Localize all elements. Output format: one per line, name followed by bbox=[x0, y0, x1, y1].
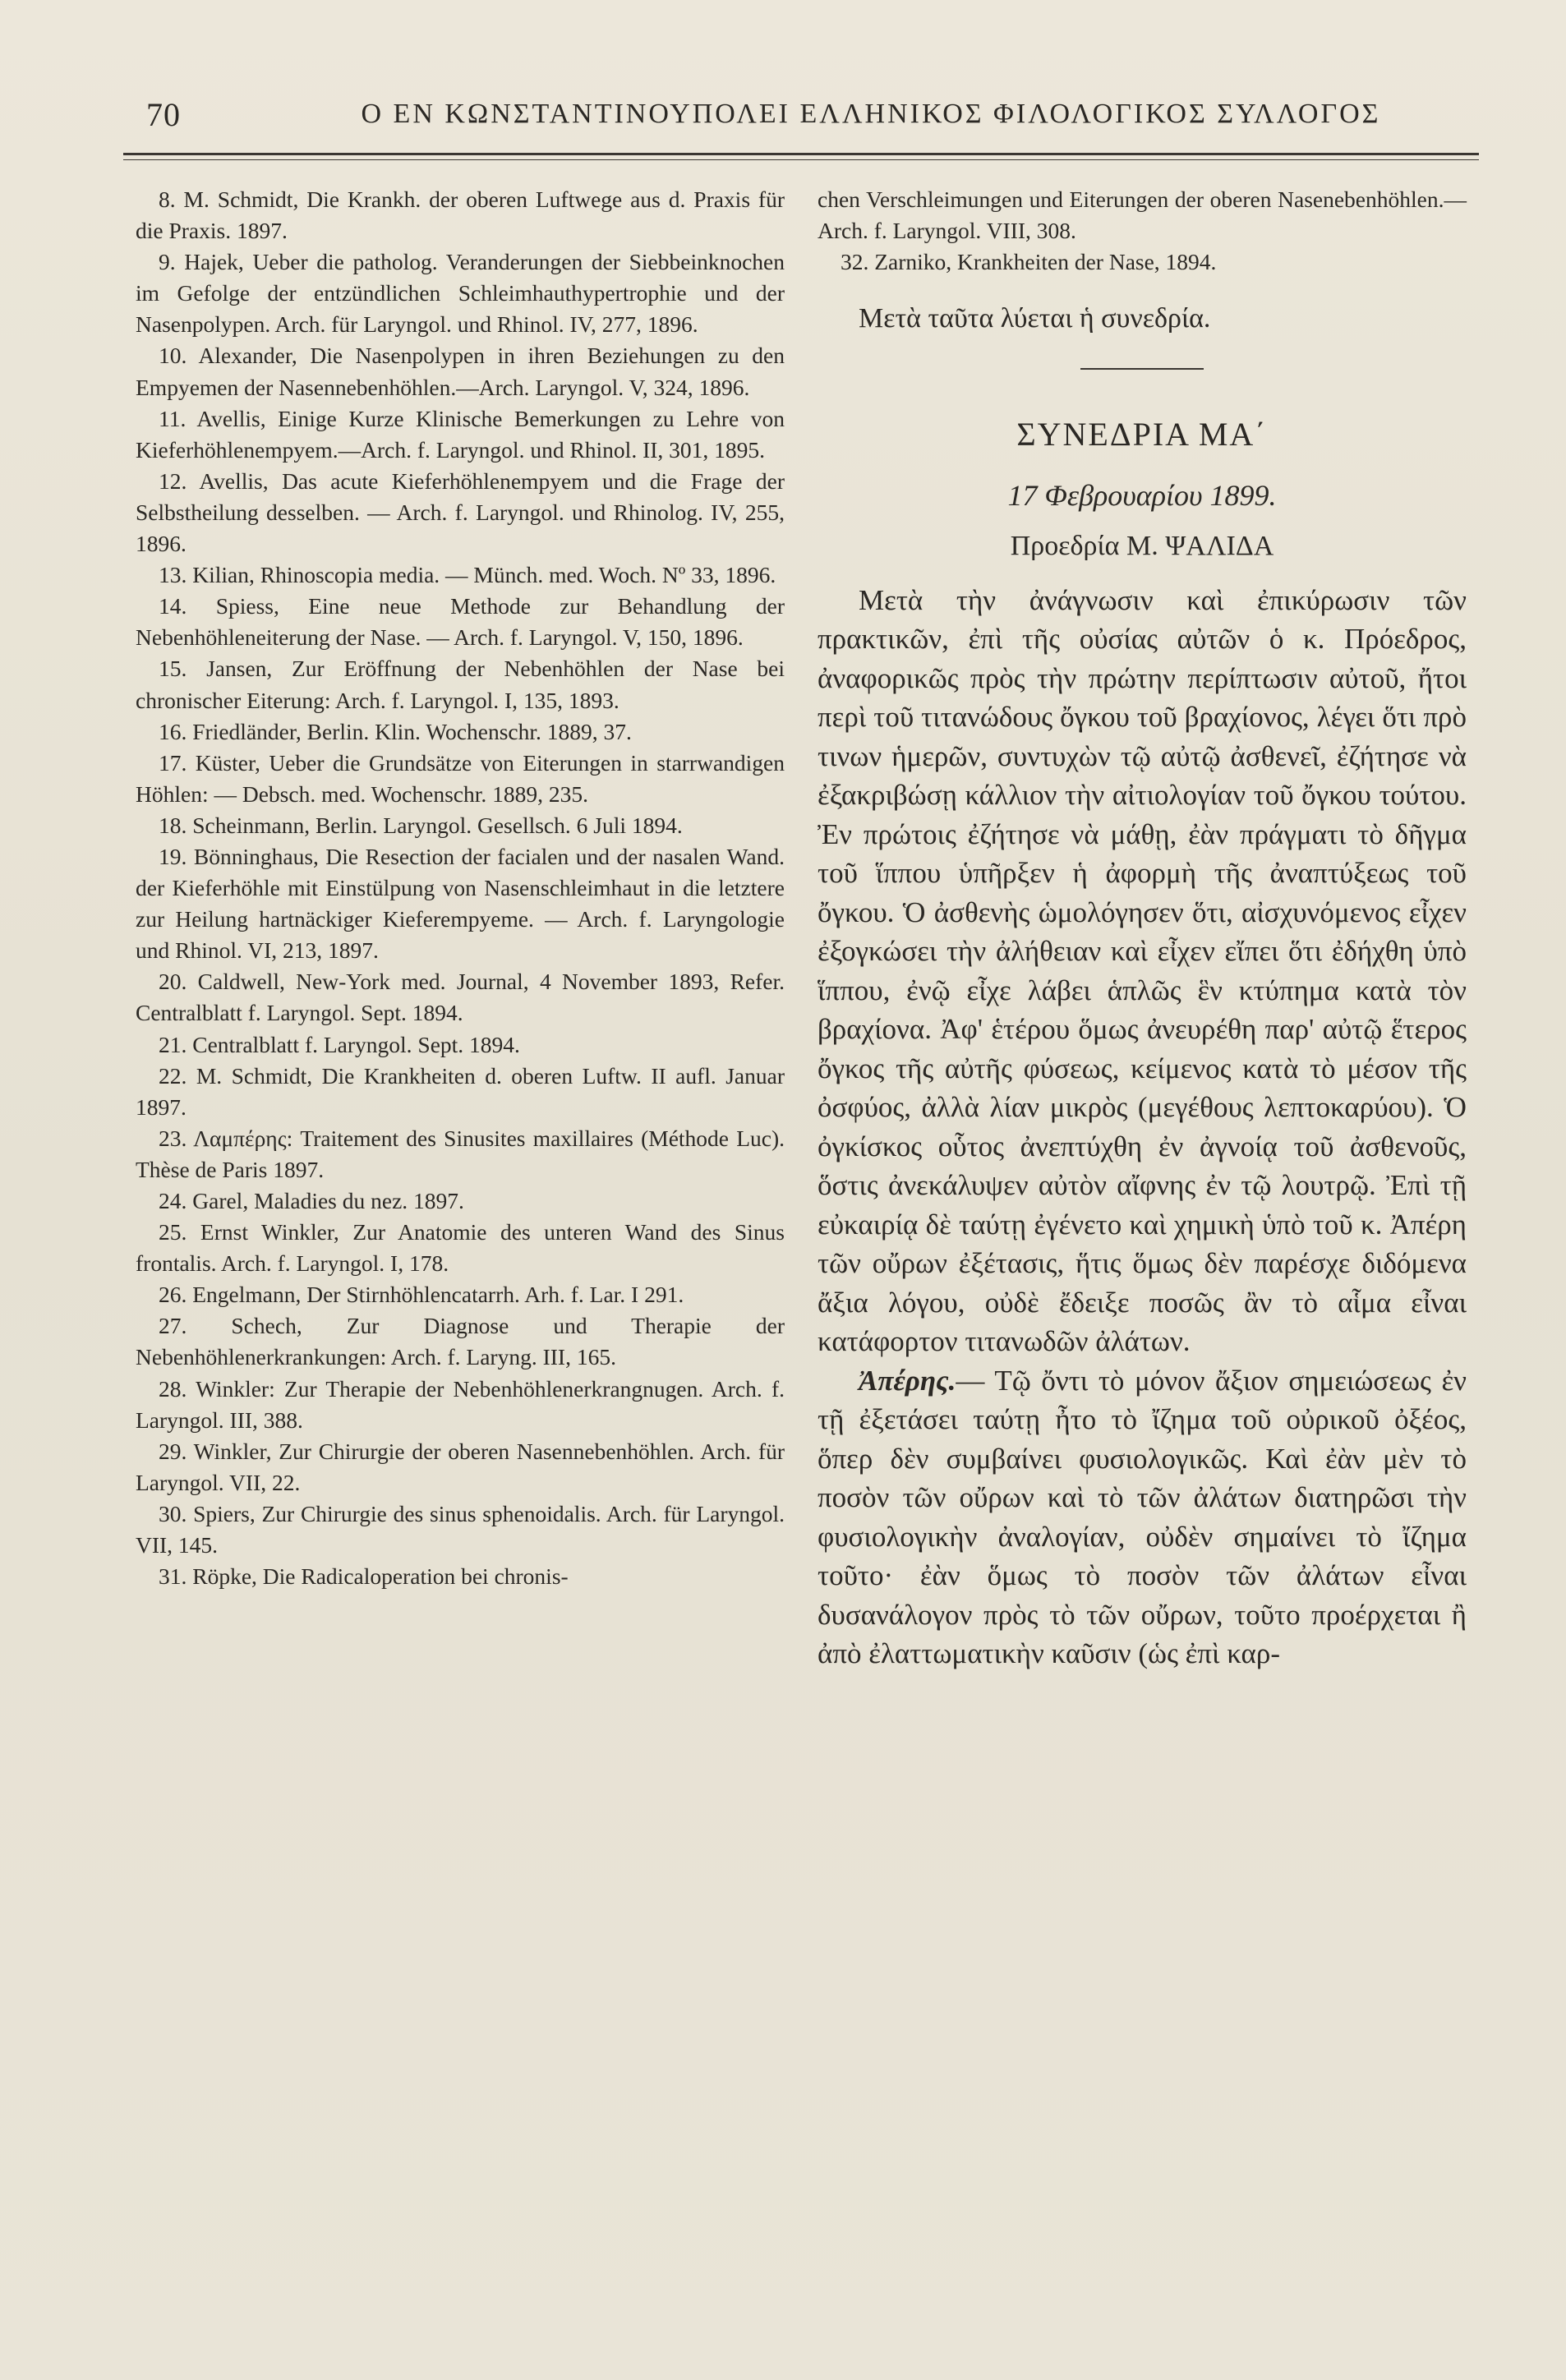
reference-item: 30. Spiers, Zur Chirurgie des sinus sphenoidalis. Arch. für Laryngol. VII, 145. bbox=[136, 1500, 785, 1558]
reference-item: 12. Avellis, Das acute Kieferhöhlenempyem und die Frage der Selbstheilung desselben. — Arch. f. Laryngol. und Rhinolog. IV, 255, 1896. bbox=[136, 467, 785, 557]
speaker-text: — Τῷ ὄντι τὸ μόνον ἄξιον σημειώσεως ἐν τῇ ἐξετάσει ταύτῃ ἦτο τὸ ἴζημα τοῦ οὐρικοῦ ὀξέος, ὅπερ δὲν συμβαίνει φυσιολογικῶς. Καὶ ἐὰν μὲν τὸ ποσὸν τῶν οὔρων καὶ τὸ τῶν ἀλάτων διατηρῶσι τὴν φυσιολογικὴν ἀναλογίαν, οὐδὲν σημαίνει τὸ ἴζημα τοῦτο· ἐὰν ὅμως τὸ ποσὸν τῶν ἀλάτων εἶναι δυσανάλογον πρὸς τὸ τῶν οὔρων, τοῦτο προέρχεται ἢ ἀπὸ ἐλαττωματικὴν καῦσιν (ὡς ἐπὶ καρ- bbox=[818, 1364, 1467, 1670]
session-date: 17 Φεβρουαρίου 1899. bbox=[1007, 479, 1277, 513]
reference-item: 22. M. Schmidt, Die Krankheiten d. oberen Luftw. II aufl. Januar 1897. bbox=[136, 1062, 785, 1120]
reference-item: 25. Ernst Winkler, Zur Anatomie des unteren Wand des Sinus frontalis. Arch. f. Laryngol. I, 178. bbox=[136, 1219, 785, 1277]
page-number: 70 bbox=[146, 96, 181, 133]
reference-item: 27. Schech, Zur Diagnose und Therapie der Nebenhöhlenerkrankungen: Arch. f. Laryng. III, 165. bbox=[136, 1313, 785, 1370]
reference-item: 17. Küster, Ueber die Grundsätze von Eiterungen in starrwandigen Höhlen: — Debsch. med. Wochenschr. 1889, 235. bbox=[136, 749, 785, 807]
right-column bbox=[818, 184, 1467, 1673]
reference-item: 28. Winkler: Zur Therapie der Nebenhöhlenerkrangnugen. Arch. f. Laryngol. III, 388. bbox=[136, 1375, 785, 1433]
reference-item: 31. Röpke, Die Radicaloperation bei chronis- bbox=[159, 1563, 569, 1590]
reference-item: 19. Bönninghaus, Die Resection der facialen und der nasalen Wand. der Kieferhöhle mit Einstülpung von Nasenschleimhaut in die letztere zur Heilung hartnäckiger Kieferempyeme. — Arch. f. Laryngologie und Rhinol. VI, 213, 1897. bbox=[136, 843, 785, 964]
reference-item: 32. Zarniko, Krankheiten der Nase, 1894. bbox=[841, 249, 1217, 275]
reference-item: 18. Scheinmann, Berlin. Laryngol. Gesellsch. 6 Juli 1894. bbox=[159, 812, 683, 838]
reference-item: 23. Λαμπέρης: Traitement des Sinusites maxillaires (Méthode Luc). Thèse de Paris 1897. bbox=[136, 1125, 785, 1182]
running-head: Ο ΕΝ ΚΩΝΣΤΑΝΤΙΝΟΥΠΟΛΕΙ ΕΛΛΗΝΙΚΟΣ ΦΙΛΟΛΟΓΙΚΟΣ ΣΥΛΛΟΓΟΣ bbox=[361, 99, 1381, 129]
closing-sentence: Μετὰ ταῦτα λύεται ἡ συνεδρία. bbox=[859, 303, 1211, 334]
reference-item: 8. M. Schmidt, Die Krankh. der oberen Luftwege aus d. Praxis für die Praxis. 1897. bbox=[136, 186, 785, 244]
reference-item: 13. Kilian, Rhinoscopia media. — Münch. med. Woch. Nº 33, 1896. bbox=[159, 562, 776, 588]
minutes-paragraph-speaker bbox=[818, 1361, 1467, 1673]
reference-item: 9. Hajek, Ueber die patholog. Veranderungen der Siebbeinknochen im Gefolge der entzündlichen Schleimhauthypertrophie und der Nasenpolypen. Arch. für Laryngol. und Rhinol. IV, 277, 1896. bbox=[136, 249, 785, 338]
reference-item: 11. Avellis, Einige Kurze Klinische Bemerkungen zu Lehre von Kieferhöhlenempyem.—Arch. f. Laryngol. und Rhinol. II, 301, 1895. bbox=[136, 405, 785, 463]
session-chair: Προεδρία Μ. ΨΑΛΙΔΑ bbox=[1010, 531, 1274, 562]
header-rule-thick bbox=[123, 153, 1479, 155]
reference-item: 20. Caldwell, New-York med. Journal, 4 November 1893, Refer. Centralblatt f. Laryngol. Sept. 1894. bbox=[136, 969, 785, 1026]
reference-item: 16. Friedländer, Berlin. Klin. Wochenschr. 1889, 37. bbox=[159, 718, 632, 744]
section-divider bbox=[1080, 368, 1204, 370]
reference-item: 21. Centralblatt f. Laryngol. Sept. 1894. bbox=[159, 1031, 520, 1057]
page-header bbox=[131, 89, 1487, 141]
session-title: ΣΥΝΕΔΡΙΑ ΜΑ΄ bbox=[1016, 416, 1268, 453]
reference-continuation: chen Verschleimungen und Eiterungen der oberen Nasenebenhöhlen.—Arch. f. Laryngol. VIII, 308. bbox=[818, 186, 1467, 244]
reference-item: 29. Winkler, Zur Chirurgie der oberen Nasennebenhöhlen. Arch. für Laryngol. VII, 22. bbox=[136, 1438, 785, 1495]
reference-item: 10. Alexander, Die Nasenpolypen in ihren Beziehungen zu den Empyemen der Nasennebenhöhlen.—Arch. Laryngol. V, 324, 1896. bbox=[136, 343, 785, 400]
minutes-paragraph: Μετὰ τὴν ἀνάγνωσιν καὶ ἐπικύρωσιν τῶν πρακτικῶν, ἐπὶ τῆς οὐσίας αὐτῶν ὁ κ. Πρόεδρος, ἀναφορικῶς πρὸς τὴν πρώτην περίπτωσιν αὐτοῦ, ἤτοι περὶ τοῦ τιτανώδους ὄγκου τοῦ βραχίονος, λέγει ὅτι πρὸ τινων ἡμερῶν, συντυχὼν τῷ αὐτῷ ἀσθενεῖ, ἐζήτησε νὰ ἐξακριβώσῃ κάλλιον τὴν αἰτιολογίαν τοῦ ὄγκου τούτου. Ἐν πρώτοις ἐζήτησε νὰ μάθῃ, ἐὰν πράγματι τὸ δῆγμα τοῦ ἵππου ὑπῆρξεν ἡ ἀφορμὴ τῆς ἀναπτύξεως τοῦ ὄγκου. Ὁ ἀσθενὴς ὡμολόγησεν ὅτι, αἰσχυνόμενος εἶχεν ἐξογκώσει τὴν ἀλήθειαν καὶ εἶχεν εἴπει ὅτι ἐδήχθη ὑπὸ ἵππου, ἐνῷ εἶχε λάβει ἁπλῶς ἓν κτύπημα κατὰ τὸν βραχίονα. Ἀφ' ἑτέρου ὅμως ἀνευρέθη παρ' αὐτῷ ἕτερος ὄγκος τῆς αὐτῆς φύσεως, κείμενος κατὰ τὸ μέσον τῆς ὀσφύος, ἀλλὰ λίαν μικρὸς (μεγέθους λεπτοκαρύου). Ὁ ὀγκίσκος οὗτος ἀνεπτύχθη ἐν ἀγνοίᾳ τοῦ ἀσθενοῦς, ὅστις ἀνεκάλυψεν αὐτὸν αἴφνης ἐν τῷ λουτρῷ. Ἐπὶ τῇ εὐκαιρίᾳ δὲ ταύτῃ ἐγένετο καὶ χημικὴ ὑπὸ τοῦ κ. Ἀπέρη τῶν οὔρων ἐξέτασις, ἥτις ὅμως δὲν παρέσχε διδόμενα ἄξια λόγου, οὐδὲ ἔδειξε ποσῶς ἂν τὸ αἷμα εἶναι κατάφορτον τιτανωδῶν ἀλάτων. bbox=[818, 583, 1467, 1358]
reference-item: 26. Engelmann, Der Stirnhöhlencatarrh. Arh. f. Lar. I 291. bbox=[159, 1282, 684, 1308]
speaker-name: Ἀπέρης. bbox=[859, 1364, 956, 1397]
header-rule-thin bbox=[123, 159, 1479, 160]
reference-item: 14. Spiess, Eine neue Methode zur Behandlung der Nebenhöhleneiterung der Nase. — Arch. f. Laryngol. V, 150, 1896. bbox=[136, 593, 785, 651]
reference-item: 24. Garel, Maladies du nez. 1897. bbox=[159, 1188, 464, 1213]
left-column-references bbox=[136, 184, 785, 1592]
reference-item: 15. Jansen, Zur Eröffnung der Nebenhöhlen der Nase bei chronischer Eiterung: Arch. f. Laryngol. I, 135, 1893. bbox=[136, 656, 785, 713]
